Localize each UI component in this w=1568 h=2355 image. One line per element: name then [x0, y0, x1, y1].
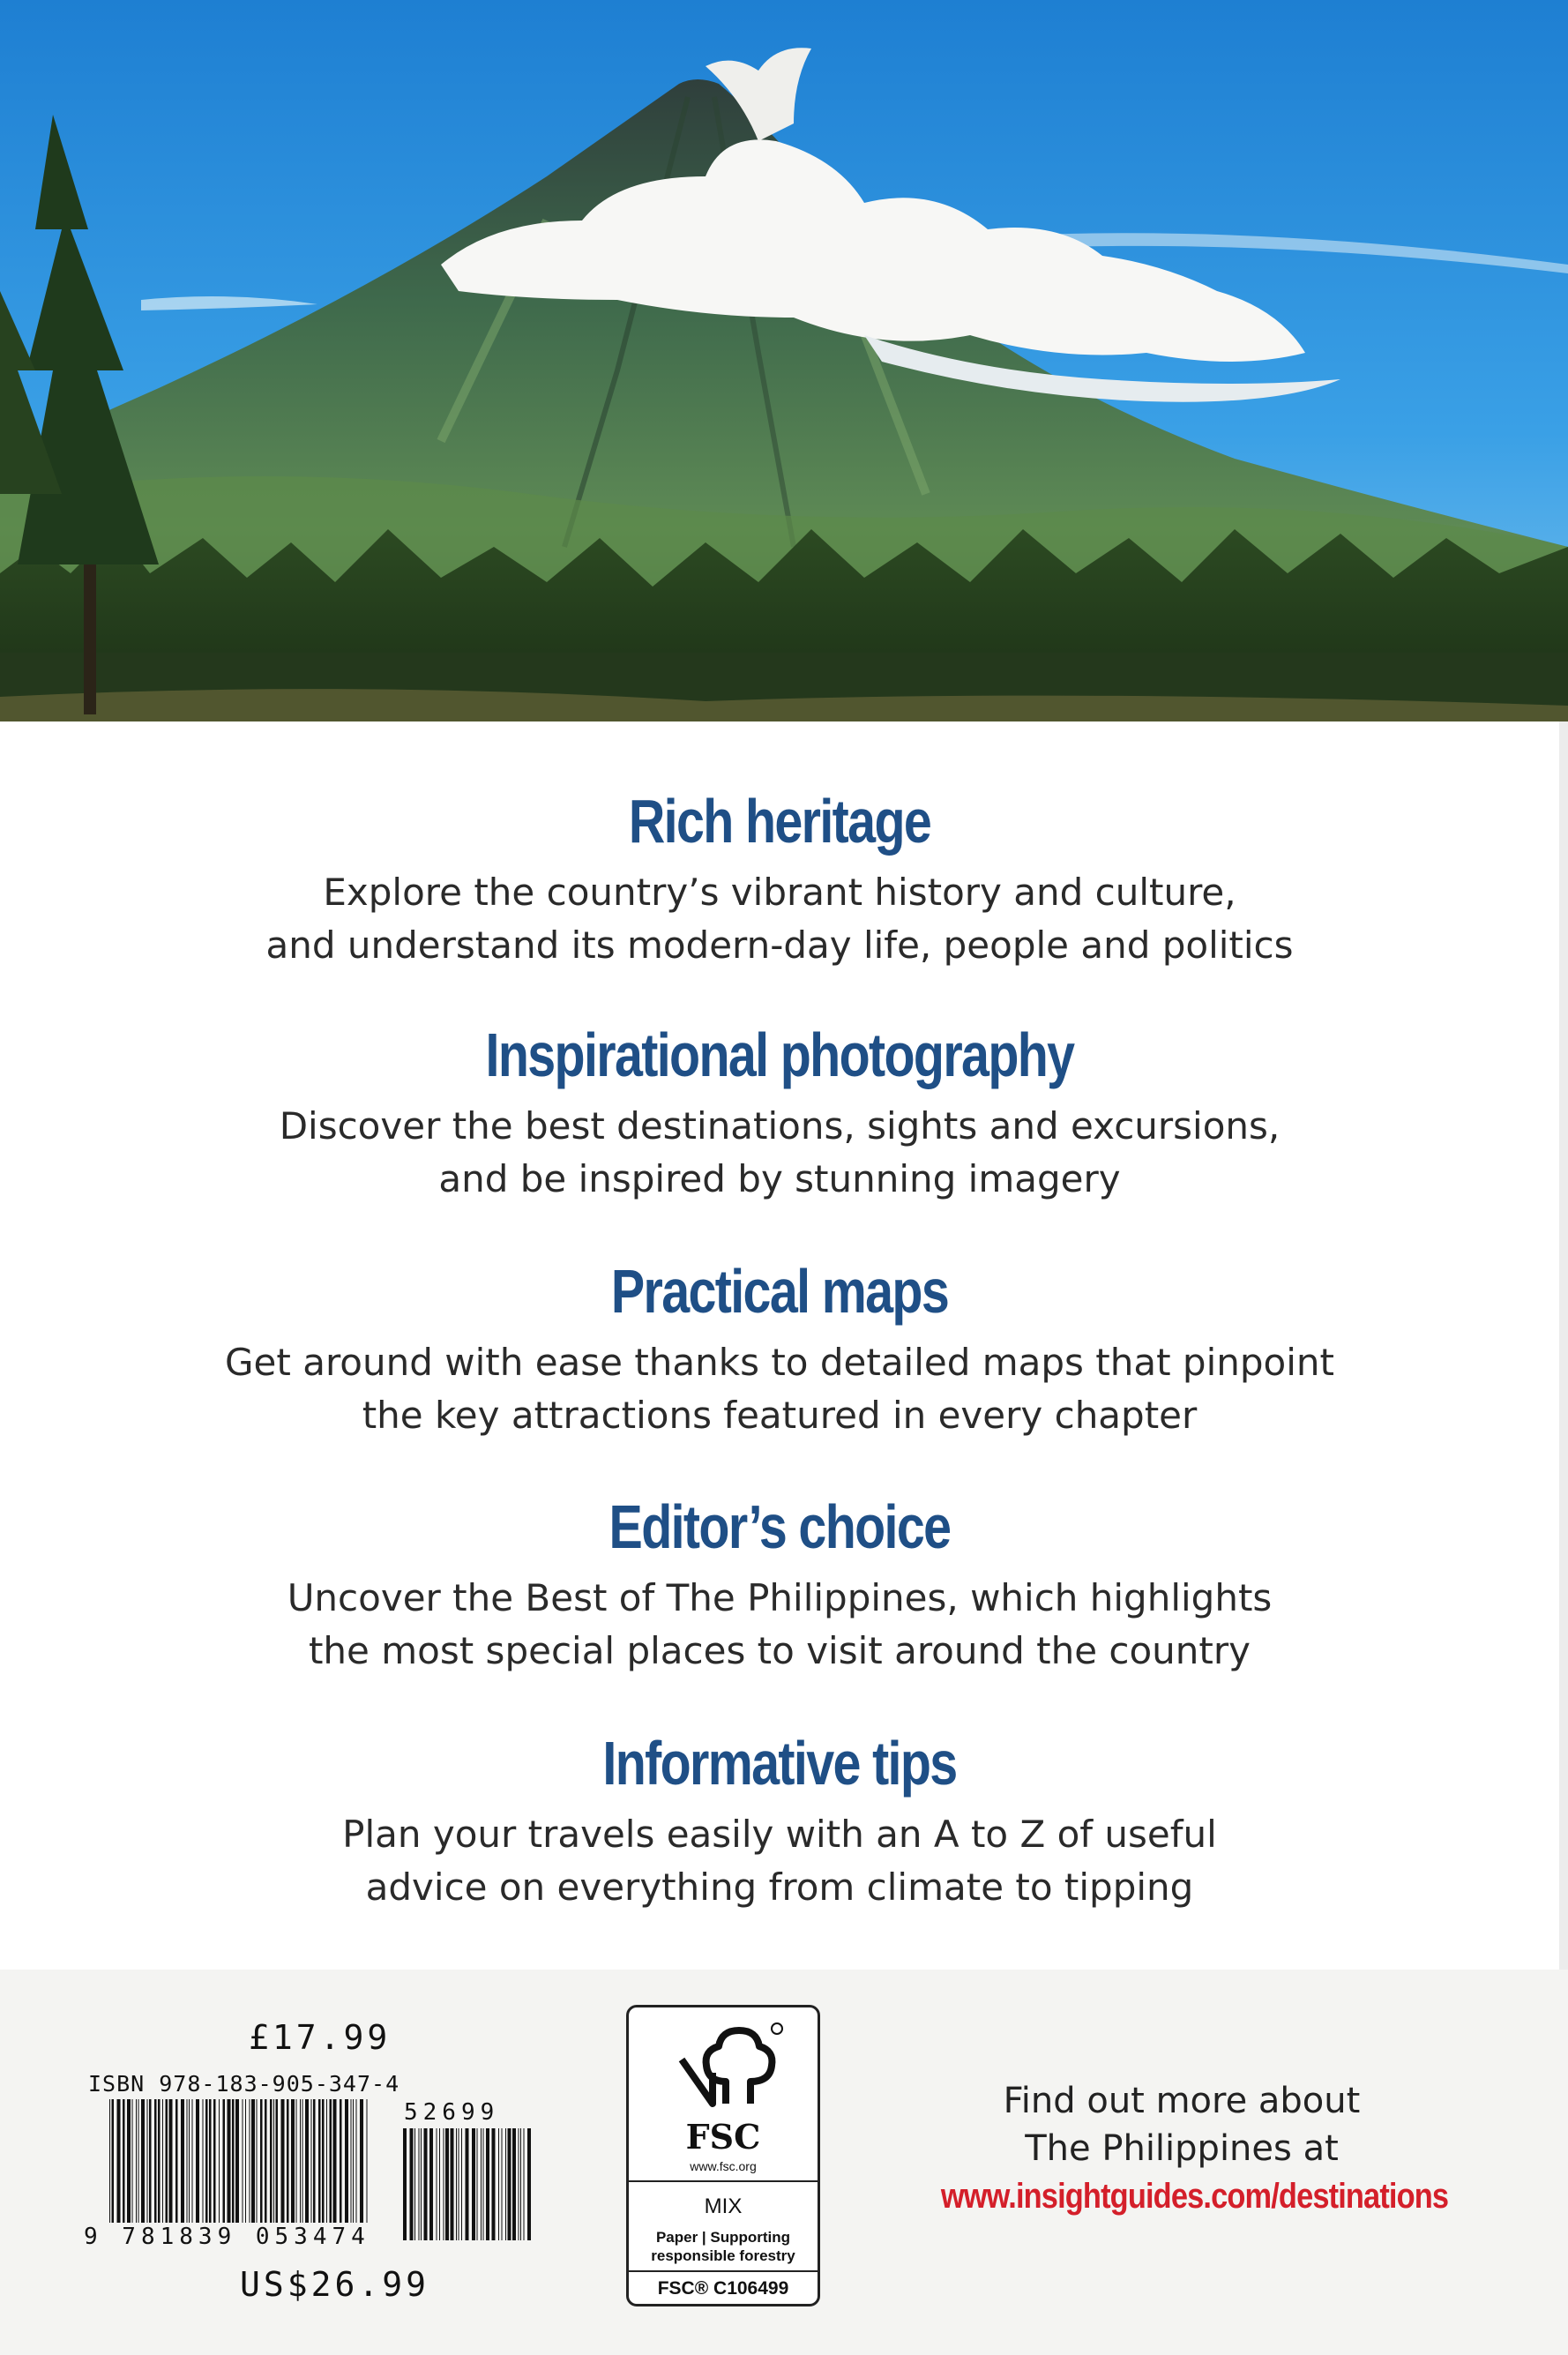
barcode-bar	[300, 2099, 301, 2223]
feature-description-line2: and be inspired by stunning imagery	[438, 1157, 1121, 1200]
barcode-bar	[270, 2099, 273, 2223]
barcode-bar	[154, 2099, 157, 2223]
barcode-bar	[527, 2128, 531, 2240]
fsc-tree-logo-icon	[664, 2020, 788, 2117]
barcode-bar	[451, 2128, 454, 2240]
barcode-bar	[461, 2128, 462, 2240]
barcode-bar	[136, 2099, 137, 2223]
barcode-bar	[213, 2099, 216, 2223]
fsc-description-line2: responsible forestry	[651, 2247, 795, 2264]
find-out-more-line1: Find out more about	[1003, 2081, 1361, 2121]
barcode-bar	[456, 2128, 457, 2240]
barcode-main-digits: 9 781839 053474	[84, 2224, 370, 2250]
barcode-bar	[508, 2128, 511, 2240]
find-out-more-line2: The Philippines at	[1025, 2128, 1339, 2169]
barcode-bar	[260, 2099, 263, 2223]
feature-description-line2: and understand its modern-day life, people and politics	[265, 923, 1294, 967]
barcode-bar	[169, 2099, 173, 2223]
barcode-bar	[445, 2128, 449, 2240]
price-usd: US$26.99	[240, 2265, 430, 2304]
feature-description-line1: Plan your travels easily with an A to Z of useful	[342, 1813, 1217, 1856]
feature-description	[0, 1572, 1559, 1678]
fsc-mix: MIX	[704, 2194, 743, 2218]
fsc-license-code: FSC® C106499	[657, 2278, 789, 2299]
fsc-url: www.fsc.org	[690, 2159, 757, 2173]
barcode-bar	[302, 2099, 303, 2223]
barcode-bar	[187, 2099, 188, 2223]
feature-description	[0, 1336, 1559, 1442]
barcode-bar	[524, 2128, 525, 2240]
barcode-bar	[403, 2128, 407, 2240]
barcode-bar	[424, 2128, 428, 2240]
barcode-bar	[257, 2099, 258, 2223]
barcode-bar	[265, 2099, 267, 2223]
feature-title: Inspirational photography	[485, 1020, 1074, 1089]
barcode-bar	[158, 2099, 161, 2223]
barcode-bar	[209, 2099, 212, 2223]
barcode-bar	[175, 2099, 178, 2223]
barcode-bar	[439, 2128, 440, 2240]
barcode-bar	[333, 2099, 337, 2223]
feature-editors-choice	[0, 1489, 1559, 1678]
barcode-bar	[498, 2128, 499, 2240]
barcode-bar	[235, 2099, 239, 2223]
barcode-bar	[353, 2099, 354, 2223]
barcode-bar	[330, 2099, 332, 2223]
barcode-bar	[223, 2099, 226, 2223]
feature-title: Rich heritage	[628, 787, 931, 856]
barcode-bar	[219, 2099, 220, 2223]
barcode-bar	[481, 2128, 482, 2240]
insight-guides-link[interactable]: www.insightguides.com/destinations	[940, 2177, 1449, 2216]
barcode-bar	[466, 2128, 469, 2240]
feature-description	[0, 1808, 1559, 1914]
barcode-bar	[181, 2099, 184, 2223]
barcode-bar	[276, 2099, 279, 2223]
barcode-bar	[166, 2099, 168, 2223]
barcode-bar	[419, 2128, 420, 2240]
barcode-bar	[410, 2128, 414, 2240]
barcode-bar	[127, 2099, 131, 2223]
barcode-bar	[251, 2099, 255, 2223]
barcode-bar	[245, 2099, 246, 2223]
barcode-bar	[472, 2128, 475, 2240]
barcode-bar	[326, 2099, 327, 2223]
barcode-bar	[492, 2128, 496, 2240]
feature-title: Practical maps	[610, 1257, 949, 1326]
barcode-bar	[123, 2099, 125, 2223]
barcode-bar	[117, 2099, 121, 2223]
barcode-bar	[502, 2128, 503, 2240]
barcode-bar	[132, 2099, 133, 2223]
feature-description	[0, 1100, 1559, 1206]
barcode-bar	[305, 2099, 309, 2223]
barcode-bar	[138, 2099, 139, 2223]
barcode-bar	[486, 2128, 489, 2240]
barcode-bar	[273, 2099, 274, 2223]
barcode-main	[108, 2099, 372, 2240]
feature-title: Informative tips	[602, 1729, 957, 1798]
barcode-bar	[351, 2099, 352, 2223]
barcode-bar	[192, 2099, 193, 2223]
feature-description	[0, 866, 1559, 972]
barcode-addon	[401, 2128, 534, 2240]
fsc-divider	[629, 2180, 818, 2182]
barcode-bar	[429, 2128, 433, 2240]
barcode-bar	[520, 2128, 521, 2240]
barcode-bar	[477, 2128, 478, 2240]
barcode-bar	[512, 2128, 516, 2240]
barcode-bar	[311, 2099, 312, 2223]
feature-description-line1: Explore the country’s vibrant history and culture,	[323, 871, 1236, 914]
barcode-bar	[356, 2099, 357, 2223]
barcode-addon-digits: 52699	[404, 2099, 500, 2126]
barcode-bar	[205, 2099, 208, 2223]
cover-photo-volcano	[0, 0, 1568, 721]
barcode-bar	[232, 2099, 235, 2223]
barcode-bar	[203, 2099, 204, 2223]
feature-description-line1: Get around with ease thanks to detailed maps that pinpoint	[225, 1341, 1334, 1384]
features-panel	[0, 721, 1568, 1970]
feature-description-line2: the most special places to visit around the country	[308, 1629, 1251, 1672]
barcode-bar	[287, 2099, 289, 2223]
barcode-bar	[109, 2099, 110, 2223]
barcode-bar	[112, 2099, 115, 2223]
fsc-divider	[629, 2270, 818, 2272]
barcode-bar	[281, 2099, 285, 2223]
fsc-certification-label	[626, 2005, 820, 2306]
barcode-bar	[345, 2099, 348, 2223]
barcode-bar	[149, 2099, 152, 2223]
feature-description-line1: Uncover the Best of The Philippines, which highlights	[287, 1576, 1273, 1619]
fsc-description	[629, 2228, 818, 2265]
barcode-bar	[505, 2128, 506, 2240]
isbn-label: ISBN 978-183-905-347-4	[88, 2071, 400, 2097]
barcode-bar	[367, 2099, 368, 2223]
feature-rich-heritage	[0, 783, 1559, 972]
fsc-description-line1: Paper | Supporting	[655, 2229, 791, 2246]
fsc-logo-text: FSC	[685, 2117, 761, 2157]
feature-informative-tips	[0, 1725, 1559, 1914]
feature-description-line2: the key attractions featured in every chapter	[362, 1394, 1198, 1437]
barcode-bar	[291, 2099, 295, 2223]
barcode-bar	[147, 2099, 148, 2223]
barcode-bar	[162, 2099, 163, 2223]
barcode-bar	[340, 2099, 342, 2223]
barcode-bar	[189, 2099, 190, 2223]
feature-description-line2: advice on everything from climate to tipping	[365, 1865, 1194, 1909]
price-gbp: £17.99	[249, 2018, 392, 2057]
barcode-bar	[421, 2128, 422, 2240]
barcode-bar	[313, 2099, 316, 2223]
barcode-bar	[318, 2099, 321, 2223]
barcode-bar	[196, 2099, 199, 2223]
feature-description-line1: Discover the best destinations, sights and excursions,	[279, 1104, 1281, 1148]
barcode-bar	[414, 2128, 415, 2240]
find-out-more	[900, 2077, 1464, 2220]
barcode-bar	[322, 2099, 325, 2223]
barcode-bar	[296, 2099, 297, 2223]
feature-practical-maps	[0, 1253, 1559, 1442]
feature-title: Editor’s choice	[609, 1492, 951, 1561]
feature-inspirational-photography	[0, 1017, 1559, 1206]
barcode-bar	[360, 2099, 363, 2223]
barcode-bar	[483, 2128, 484, 2240]
barcode-bar	[228, 2099, 231, 2223]
barcode-bar	[141, 2099, 145, 2223]
